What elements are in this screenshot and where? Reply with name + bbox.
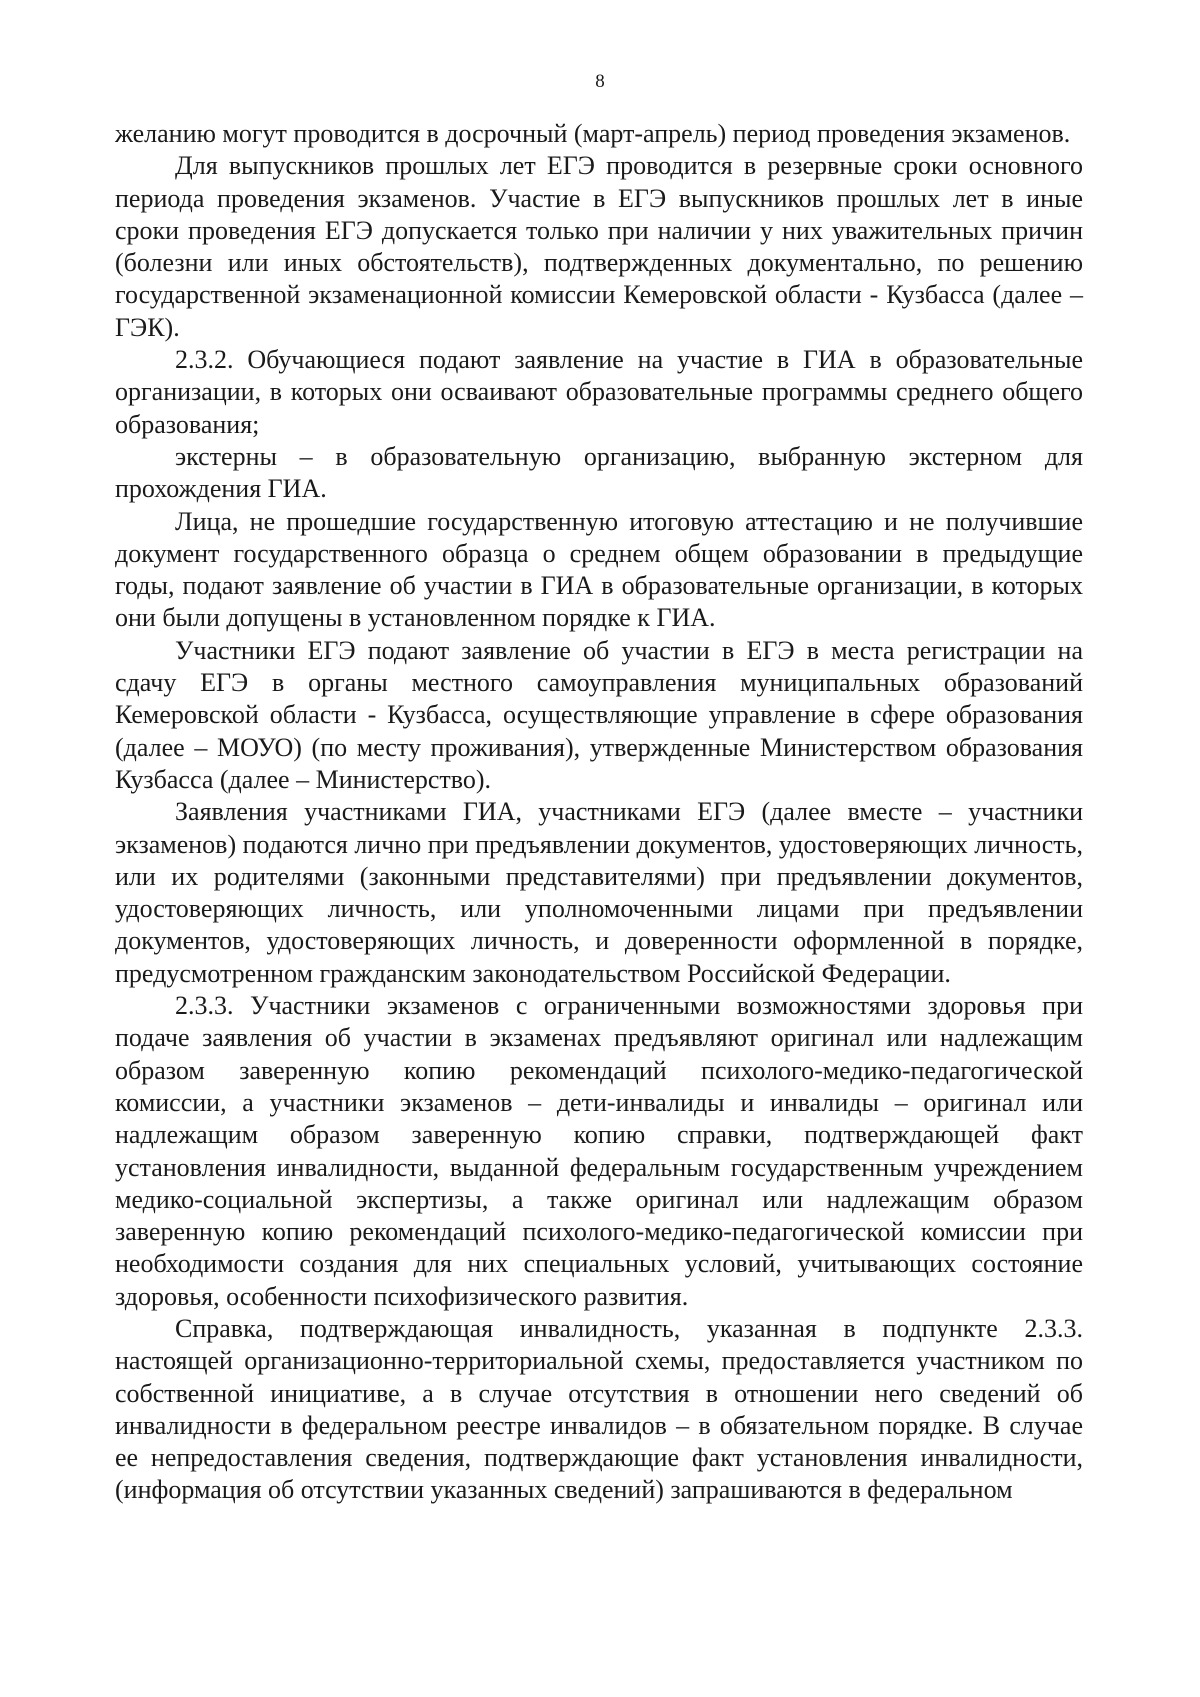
paragraph-applications: Заявления участниками ГИА, участниками ЕГЭ (далее вместе – участники экзаменов) подаются лично при предъявлении документов, удостоверяющих личность, или их родителями (законными представителями) при предъявлении документов, удостоверяющих личность, или уполномоченными лицами при предъявлении документов, удостоверяющих личность, и доверенности оформленной в порядке, предусмотренном гражданским законодательством Российской Федерации.: [115, 797, 1083, 988]
paragraph-not-passed: Лица, не прошедшие государственную итоговую аттестацию и не получившие документ государственного образца о среднем общем образовании в предыдущие годы, подают заявление об участии в ГИА в образовательные организации, в которых они были допущены в установленном порядке к ГИА.: [115, 506, 1083, 633]
page-number: 8: [595, 71, 605, 92]
paragraph-2-3-3: 2.3.3. Участники экзаменов с ограниченными возможностями здоровья при подаче заявления об участии в экзаменах предъявляют оригинал или надлежащим образом заверенную копию рекомендаций психолого-медико-педагогической комиссии, а участники экзаменов – дети-инвалиды и инвалиды – оригинал или надлежащим образом заверенную копию справки, подтверждающей факт установления инвалидности, выданной федеральным государственным учреждением медико-социальной экспертизы, а также оригинал или надлежащим образом заверенную копию рекомендаций психолого-медико-педагогической комиссии при необходимости создания для них специальных условий, учитывающих состояние здоровья, особенности психофизического развития.: [115, 991, 1083, 1311]
paragraph-disability-certificate: Справка, подтверждающая инвалидность, указанная в подпункте 2.3.3. настоящей организационно-территориальной схемы, предоставляется участником по собственной инициативе, а в случае отсутствия в отношении него сведений об инвалидности в федеральном реестре инвалидов – в обязательном порядке. В случае ее непредоставления сведения, подтверждающие факт установления инвалидности, (информация об отсутствии указанных сведений) запрашиваются в федеральном: [115, 1313, 1083, 1505]
document-body: [115, 118, 1083, 1507]
paragraph-ege-participants: Участники ЕГЭ подают заявление об участии в ЕГЭ в места регистрации на сдачу ЕГЭ в органы местного самоуправления муниципальных образований Кемеровской области - Кузбасса, осуществляющие управление в сфере образования (далее – МОУО) (по месту проживания), утвержденные Министерством образования Кузбасса (далее – Министерство).: [115, 635, 1083, 794]
paragraph-past-graduates: Для выпускников прошлых лет ЕГЭ проводится в резервные сроки основного периода проведения экзаменов. Участие в ЕГЭ выпускников прошлых лет в иные сроки проведения ЕГЭ допускается только при наличии у них уважительных причин (болезни или иных обстоятельств), подтвержденных документально, по решению государственной экзаменационной комиссии Кемеровской области - Кузбасса (далее – ГЭК).: [115, 151, 1083, 342]
paragraph-continuation: желанию могут проводится в досрочный (март-апрель) период проведения экзаменов.: [115, 119, 1071, 148]
paragraph-2-3-2: 2.3.2. Обучающиеся подают заявление на участие в ГИА в образовательные организации, в которых они осваивают образовательные программы среднего общего образования;: [115, 345, 1083, 439]
paragraph-externs: экстерны – в образовательную организацию, выбранную экстерном для прохождения ГИА.: [115, 441, 1083, 504]
